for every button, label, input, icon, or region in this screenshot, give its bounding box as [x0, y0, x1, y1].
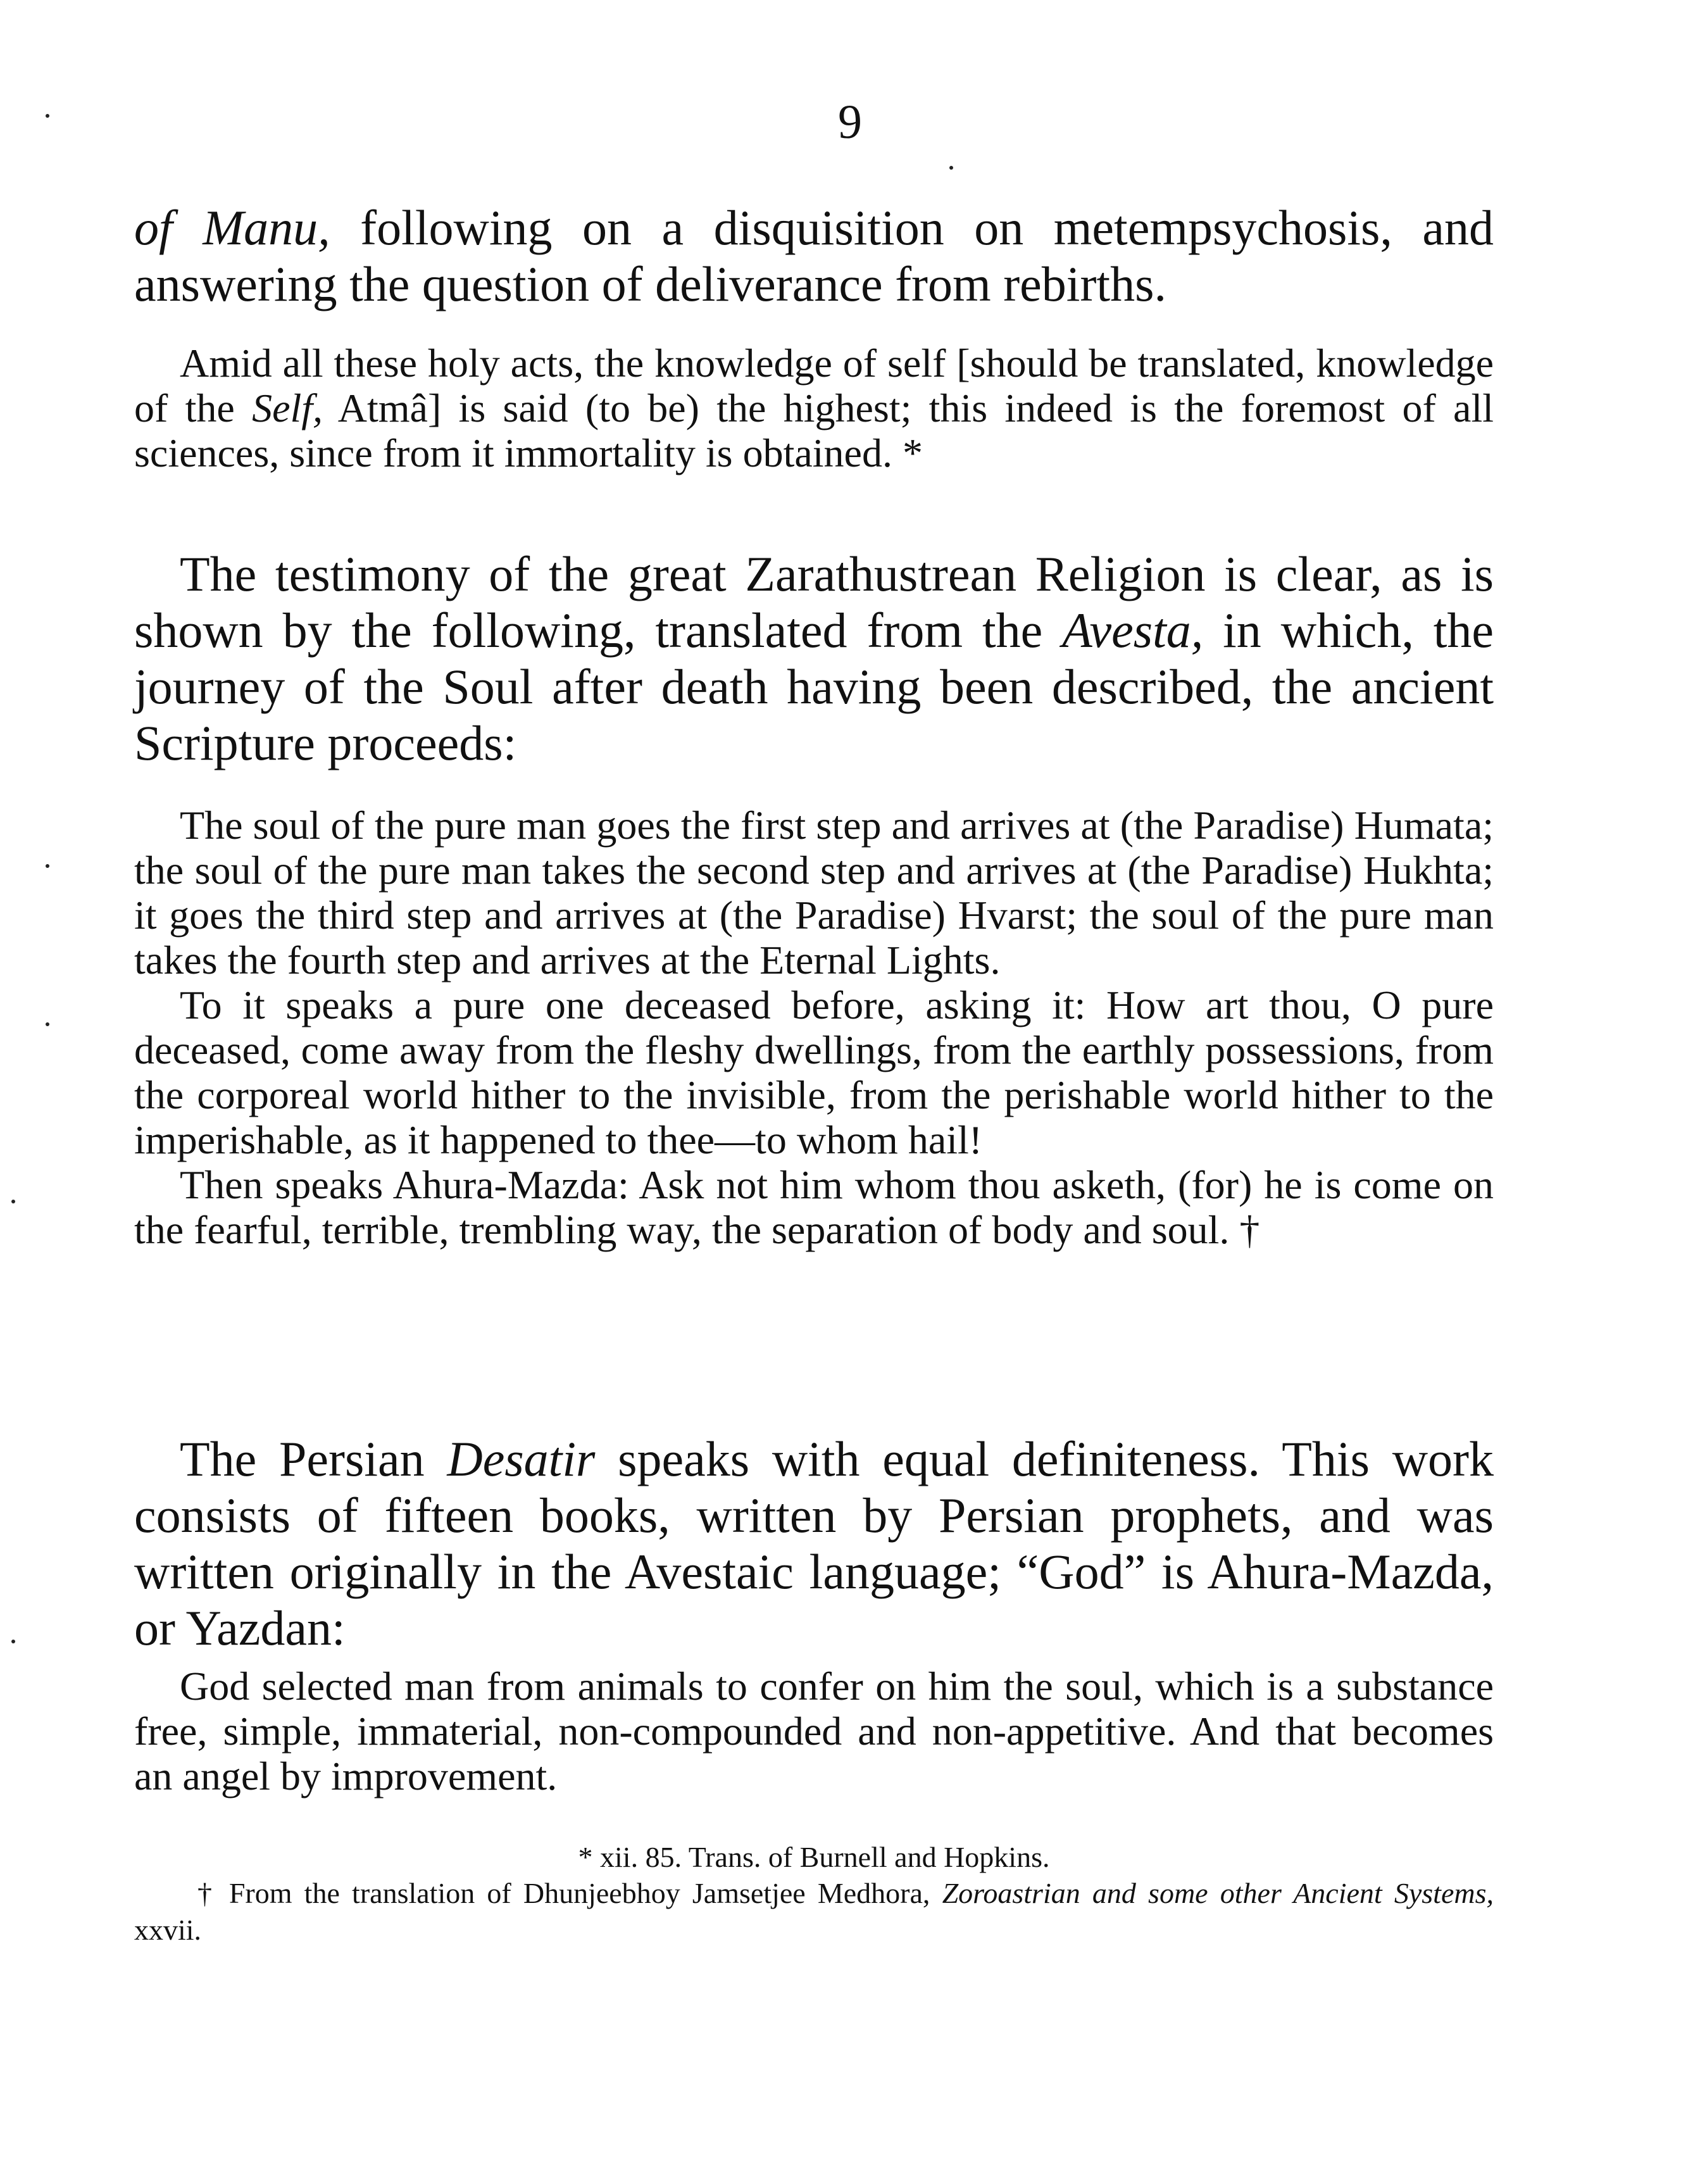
paragraph-text: The Persian [180, 1431, 447, 1486]
quote-avesta [134, 803, 1494, 1252]
italic-self: Self, [252, 386, 323, 430]
quote-manu [134, 341, 1494, 475]
scan-speck [11, 1200, 15, 1203]
paragraph-manu [134, 199, 1494, 312]
scan-speck [46, 114, 49, 118]
paragraph-text: following on a disquisition on metempsychosis, and answering the question of deliverance from rebirths. [134, 200, 1494, 311]
quote-paragraph: To it speaks a pure one deceased before, asking it: How art thou, O pure deceased, come away from the fleshy dwellings, from the earthly possessions, from the corporeal world hither to the invisible, from the perishable world hither to the imperishable, as it happened to thee—to whom hail! [134, 982, 1494, 1162]
footnote-1: * xii. 85. Trans. of Burnell and Hopkins. [578, 1841, 1050, 1873]
page-number: 9 [838, 96, 862, 149]
paragraph-text: The testimony of the great Zarathustrean Religion is clear, as is shown by the following, translated from the [134, 546, 1494, 658]
italic-desatir: Desatir [447, 1431, 596, 1486]
scan-speck [46, 1022, 49, 1026]
footnote-2 [134, 1875, 1494, 1949]
quote-desatir: God selected man from animals to confer on him the soul, which is a substance free, simple, immaterial, non-compounded and non-appetitive. And that becomes an angel by improvement. [134, 1664, 1494, 1798]
quote-text: Amid all these holy acts, the knowledge of self [should be translated, knowledge of the [134, 341, 1494, 430]
paragraph-desatir [134, 1431, 1494, 1656]
paragraph-text: in which, the journey of the Soul after death having been described, the ancient Scripture proceeds: [134, 603, 1494, 770]
paragraph-zarathustrean [134, 546, 1494, 771]
footnote-italic-title: Zoroastrian and some other Ancient Systems, [942, 1877, 1494, 1909]
footnote-text: † From the translation of Dhunjeebhoy Jamsetjee Medhora, [197, 1877, 942, 1909]
scan-speck [949, 166, 953, 170]
italic-avesta: Avesta, [1062, 603, 1204, 658]
italic-of: of [134, 200, 173, 255]
quote-paragraph: The soul of the pure man goes the first step and arrives at (the Paradise) Humata; the soul of the pure man takes the second step and arrives at (the Paradise) Hukhta; it goes the third step and arrives at (the Paradise) Hvarst; the soul of the pure man takes the fourth step and arrives at the Eternal Lights. [134, 803, 1494, 982]
paragraph-text: speaks with equal definiteness. This work consists of fifteen books, written by Persian prophets, and was written originally in the Avestaic language; “God” is Ahura-Mazda, or Yazdan: [134, 1431, 1494, 1655]
italic-manu: Manu, [203, 200, 330, 255]
quote-text: Atmâ] is said (to be) the highest; this indeed is the foremost of all sciences, since from it immortality is obtained. * [134, 386, 1494, 475]
scan-speck [11, 1640, 15, 1643]
scan-speck [46, 864, 49, 868]
footnote-text: xxvii. [134, 1914, 202, 1946]
quote-paragraph: Then speaks Ahura-Mazda: Ask not him whom thou asketh, (for) he is come on the fearful, terrible, trembling way, the separation of body and soul. † [134, 1162, 1494, 1252]
